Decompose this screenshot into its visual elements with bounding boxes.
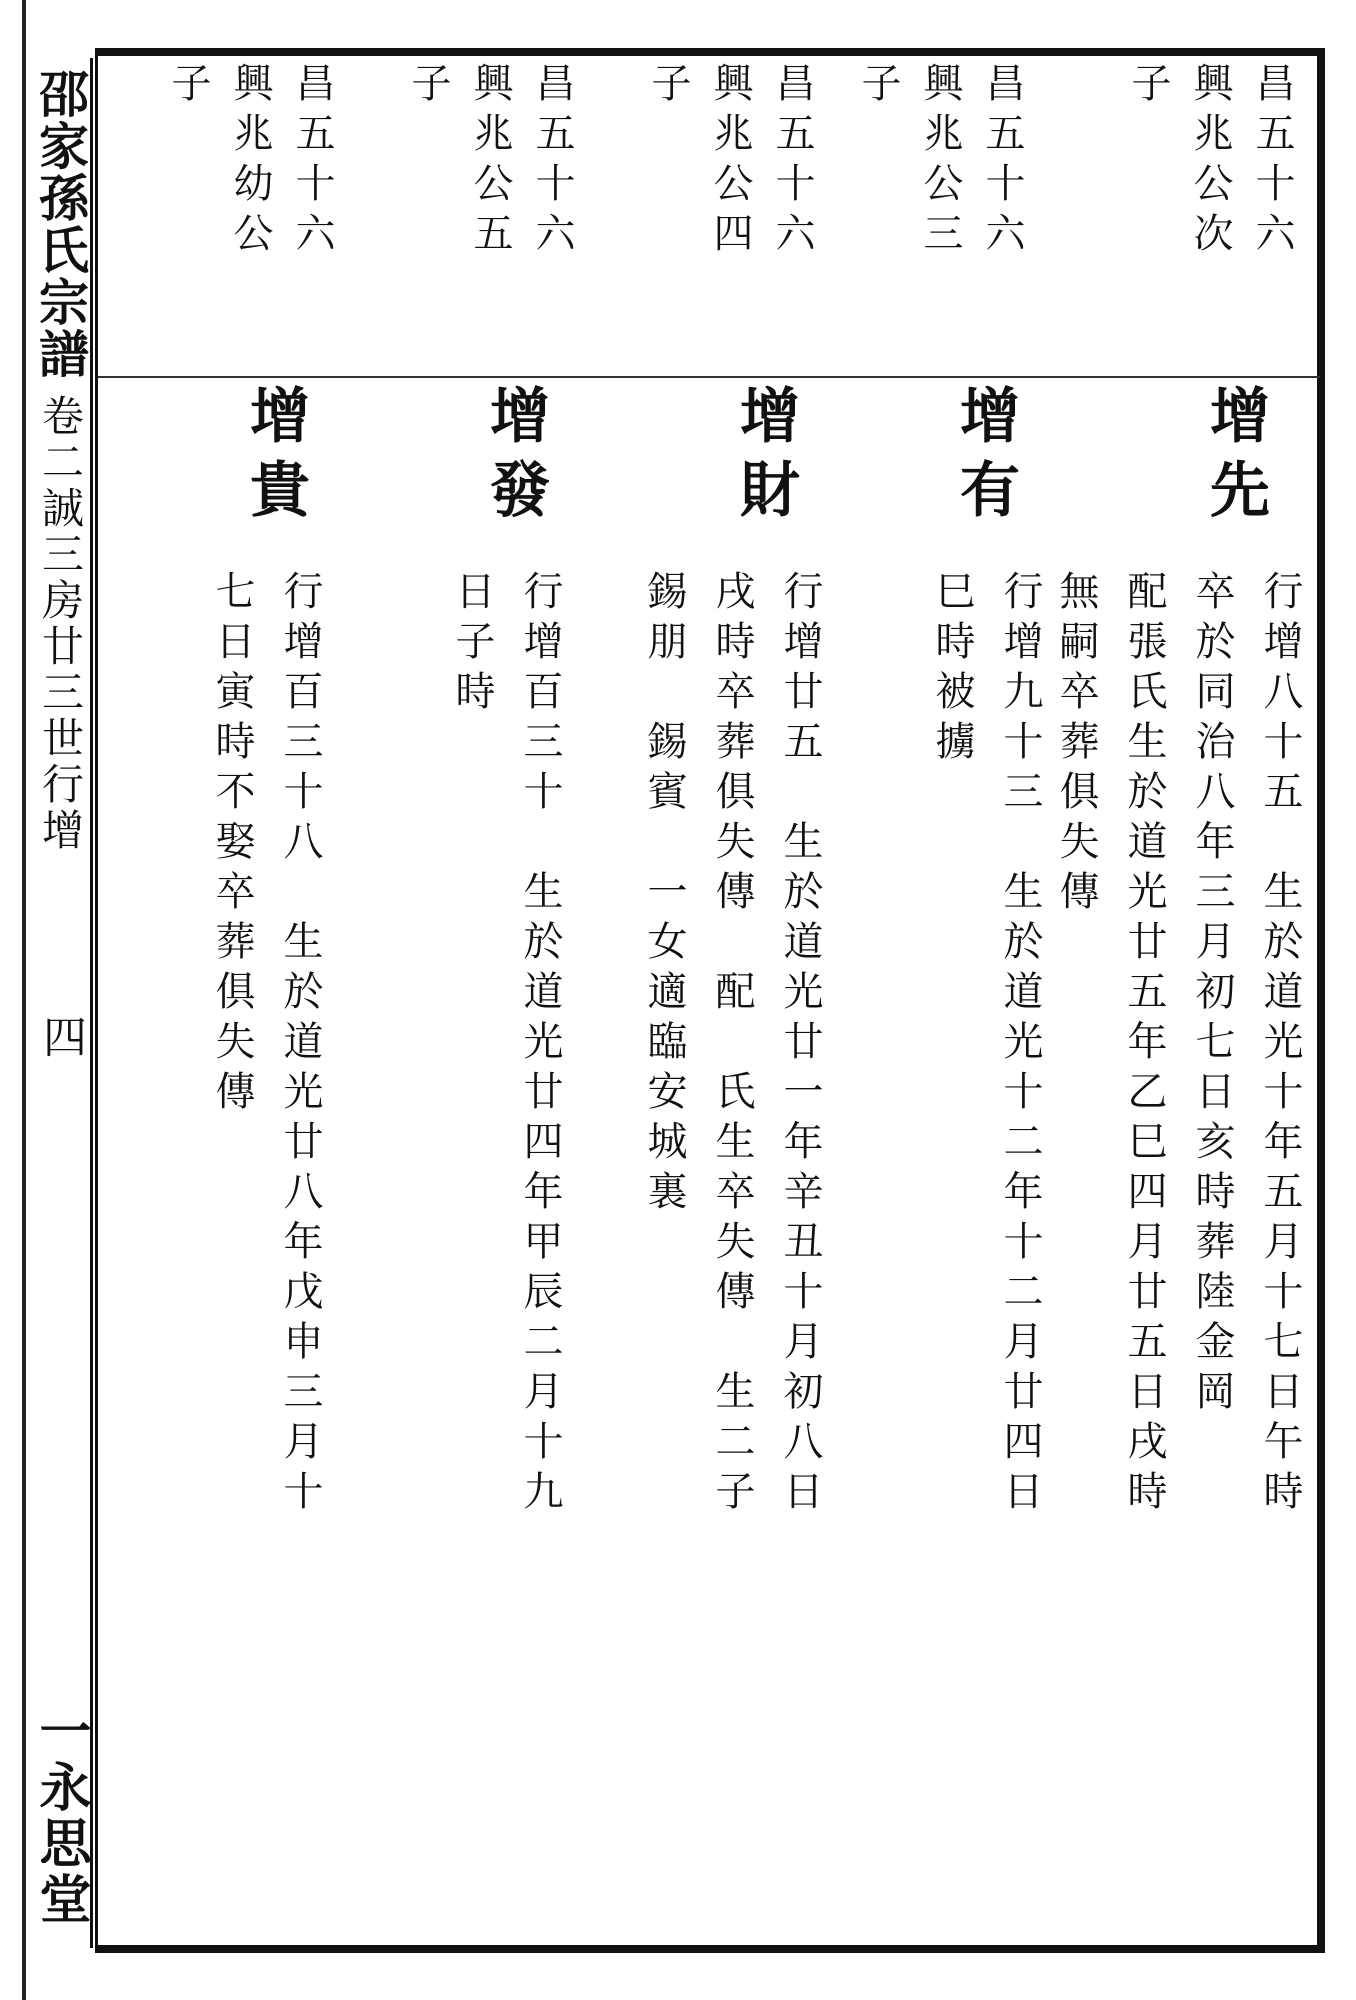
- detail-line: 戌時卒葬俱失傳 配 氏生卒失傳 生二子: [709, 570, 755, 1520]
- page-number: 四: [35, 1014, 86, 1058]
- person-details: [634, 570, 830, 1520]
- person-details: [442, 570, 570, 1520]
- father-line: 子: [855, 62, 901, 112]
- father-lineage: [160, 62, 340, 262]
- detail-line: 行增八十五 生於道光十年五月十七日午時: [1257, 570, 1303, 1520]
- person-details: [922, 570, 1050, 1520]
- detail-line: 日子時: [449, 570, 495, 720]
- genealogy-entry: [1053, 62, 1310, 1942]
- father-line: 興兆公三: [917, 62, 963, 262]
- person-name: 增財: [730, 384, 800, 532]
- father-line: 子: [1125, 62, 1171, 112]
- father-lineage: [1120, 62, 1300, 262]
- detail-line: 配張氏生於道光廿五年乙巳四月廿五日戌時: [1121, 570, 1167, 1520]
- father-line: 興兆幼公: [227, 62, 273, 262]
- father-line: 興兆公四: [707, 62, 753, 262]
- genealogy-entry: [640, 62, 840, 1942]
- hall-name: 一永思堂: [30, 1704, 91, 1928]
- father-line: 子: [165, 62, 211, 112]
- detail-line: 七日寅時不娶卒葬俱失傳: [209, 570, 255, 1120]
- book-title: 邵家孫氏宗譜: [31, 68, 90, 380]
- detail-line: 巳時被擄: [929, 570, 975, 770]
- father-line: 子: [645, 62, 691, 112]
- person-name: 增貴: [240, 384, 310, 532]
- father-line: 昌五十六: [769, 62, 815, 262]
- detail-line: 卒於同治八年三月初七日亥時葬陸金岡: [1189, 570, 1235, 1420]
- genealogy-entry: [855, 62, 1060, 1942]
- father-lineage: [850, 62, 1030, 262]
- person-name: 增有: [950, 384, 1020, 532]
- detail-line: 行增百三十 生於道光廿四年甲辰二月十九: [517, 570, 563, 1520]
- father-line: 子: [405, 62, 451, 112]
- father-line: 昌五十六: [1249, 62, 1295, 262]
- detail-line: 無嗣卒葬俱失傳: [1053, 570, 1099, 920]
- person-name: 增發: [480, 384, 550, 532]
- genealogy-entry: [160, 62, 360, 1942]
- detail-line: 行增百三十八 生於道光廿八年戊申三月十: [277, 570, 323, 1520]
- book-margin-column: [30, 58, 93, 1948]
- father-line: 昌五十六: [979, 62, 1025, 262]
- person-details: [202, 570, 330, 1520]
- father-line: 昌五十六: [289, 62, 335, 262]
- father-lineage: [400, 62, 580, 262]
- volume-section-label: 卷二誠三房廿三世行增: [36, 394, 85, 854]
- father-line: 興兆公五: [467, 62, 513, 262]
- father-lineage: [640, 62, 820, 262]
- father-line: 昌五十六: [529, 62, 575, 262]
- father-line: 興兆公次: [1187, 62, 1233, 262]
- detail-line: 錫朋 錫賓 一女適臨安城裏: [641, 570, 687, 1220]
- detail-line: 行增九十三 生於道光十二年十二月廿四日: [997, 570, 1043, 1520]
- person-name: 增先: [1200, 384, 1270, 532]
- binding-edge-line: [22, 0, 26, 2000]
- genealogy-entry: [400, 62, 600, 1942]
- person-details: [1046, 570, 1310, 1520]
- detail-line: 行增廿五 生於道光廿一年辛丑十月初八日: [777, 570, 823, 1520]
